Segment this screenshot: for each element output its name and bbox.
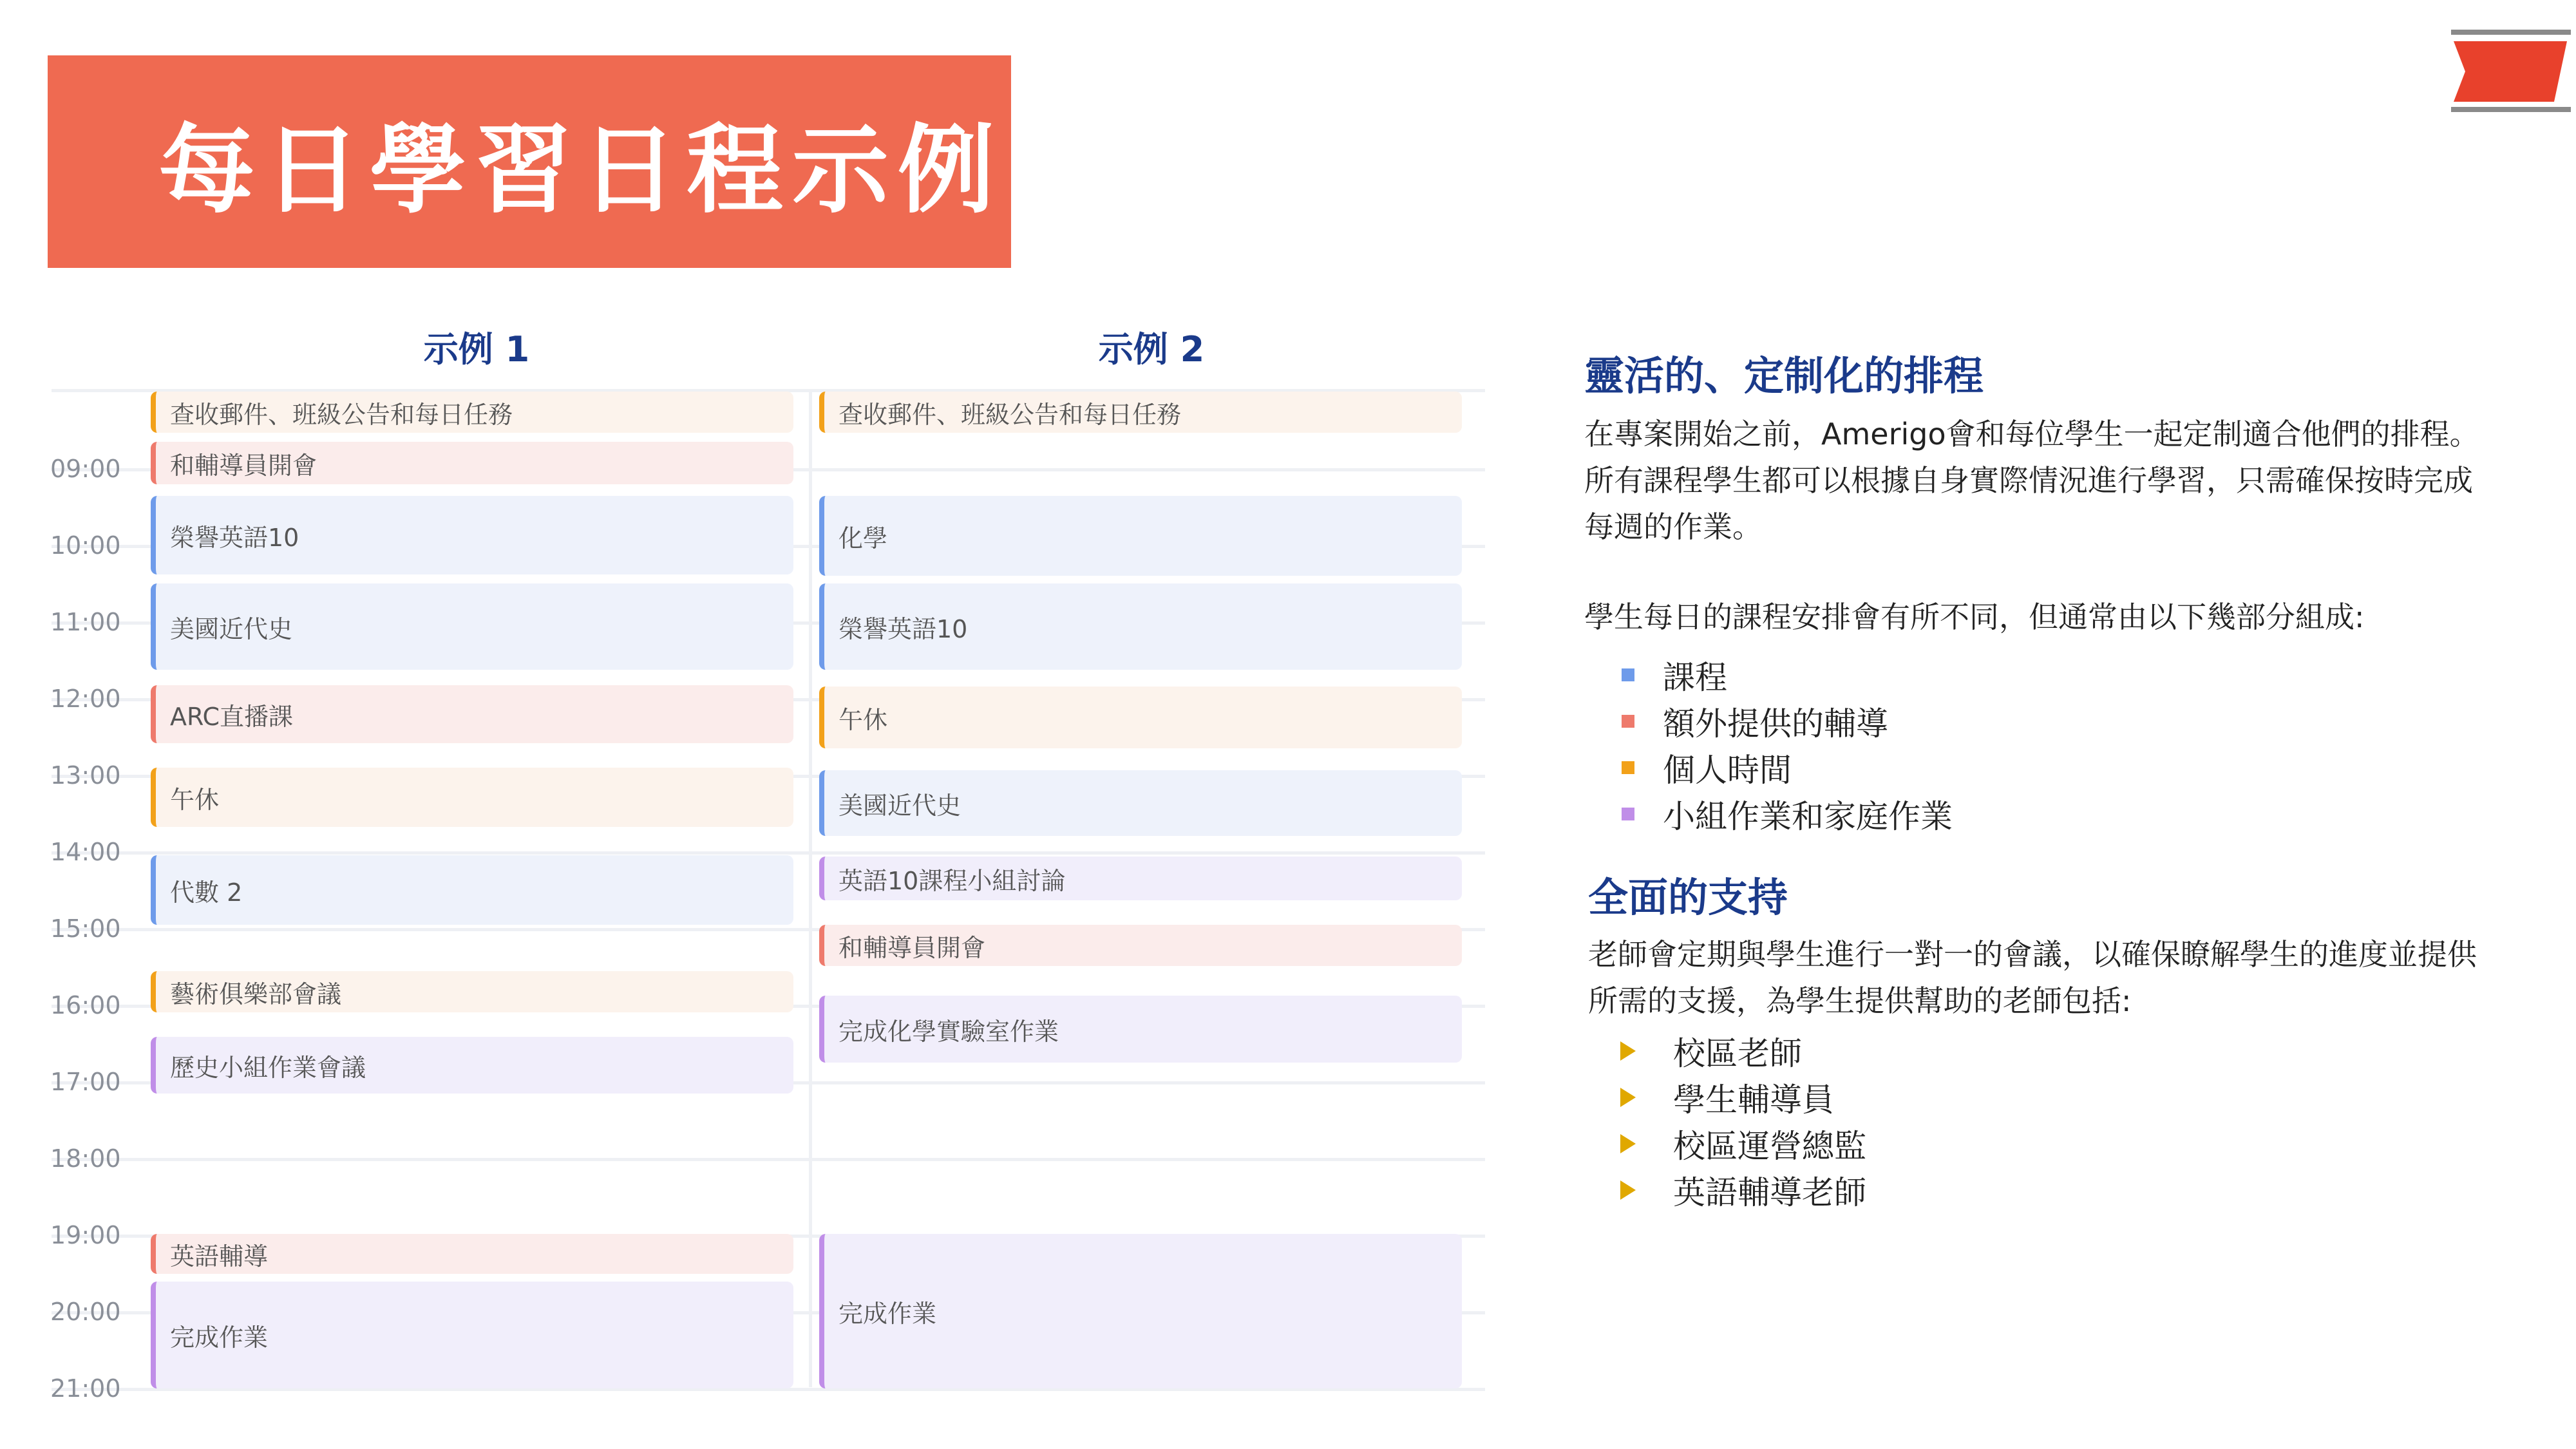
time-label: 09:00 (50, 455, 121, 483)
support-list-item (1620, 1121, 1866, 1167)
support-list-item (1620, 1074, 1834, 1121)
grid-line (52, 1158, 1485, 1161)
time-label: 17:00 (50, 1068, 121, 1096)
schedule-event[interactable]: 午休 (819, 687, 1462, 748)
time-label: 14:00 (50, 838, 121, 866)
section-heading-support: 全面的支持 (1588, 874, 1788, 921)
page-title: 每日學習日程示例 (158, 115, 1004, 227)
square-bullet-icon (1622, 715, 1634, 728)
schedule-event[interactable]: 榮譽英語10 (819, 583, 1462, 670)
schedule-event[interactable]: 美國近代史 (819, 770, 1462, 836)
legend-item-personal (1622, 744, 1792, 791)
time-label: 20:00 (50, 1298, 121, 1326)
schedule-event[interactable]: 查收郵件、班級公告和每日任務 (819, 392, 1462, 433)
time-label: 21:00 (50, 1374, 121, 1403)
legend-item-tutoring (1622, 698, 1888, 744)
support-item-label: 校區運營總監 (1673, 1128, 1866, 1165)
time-label: 11:00 (50, 608, 121, 636)
schedule-event[interactable]: 查收郵件、班級公告和每日任務 (151, 392, 793, 433)
legend-item-group (1622, 791, 1953, 837)
support-list-item (1620, 1167, 1866, 1213)
column-header-example-2: 示例 2 (1098, 329, 1205, 370)
time-label: 12:00 (50, 685, 121, 713)
schedule-event[interactable]: 完成作業 (151, 1282, 793, 1388)
schedule-event[interactable]: 美國近代史 (151, 583, 793, 670)
schedule-event[interactable]: 藝術俱樂部會議 (151, 971, 793, 1012)
support-item-label: 校區老師 (1673, 1035, 1802, 1072)
section-heading-flexible: 靈活的、定制化的排程 (1584, 352, 1984, 399)
schedule-event[interactable]: 和輔導員開會 (819, 925, 1462, 966)
triangle-bullet-icon (1620, 1088, 1636, 1107)
time-label: 18:00 (50, 1144, 121, 1173)
legend-item-course (1622, 652, 1727, 698)
section-paragraph-support: 老師會定期與學生進行一對一的會議，以確保瞭解學生的進度並提供所需的支援，為學生提供幫助的老師包括: (1588, 937, 2477, 1018)
schedule-event[interactable]: 榮譽英語10 (151, 496, 793, 574)
time-label: 19:00 (50, 1221, 121, 1249)
time-label: 15:00 (50, 914, 121, 943)
triangle-bullet-icon (1620, 1134, 1636, 1153)
section-paragraph-flexible: 在專案開始之前，Amerigo會和每位學生一起定制適合他們的排程。所有課程學生都可以根據自身實際情況進行學習，只需確保按時完成每週的作業。 (1584, 417, 2479, 544)
brand-logo (2451, 30, 2571, 113)
schedule-event[interactable]: 完成作業 (819, 1234, 1462, 1388)
time-label: 13:00 (50, 761, 121, 790)
square-bullet-icon (1622, 668, 1634, 681)
schedule-event[interactable]: 英語10課程小組討論 (819, 857, 1462, 900)
schedule-event[interactable]: 完成化學實驗室作業 (819, 996, 1462, 1063)
components-intro: 學生每日的課程安排會有所不同，但通常由以下幾部分組成: (1584, 600, 2365, 634)
triangle-bullet-icon (1620, 1180, 1636, 1200)
legend-label: 小組作業和家庭作業 (1663, 798, 1953, 835)
legend-label: 課程 (1663, 659, 1727, 696)
legend-label: 個人時間 (1663, 752, 1792, 789)
schedule-event[interactable]: 歷史小組作業會議 (151, 1037, 793, 1094)
square-bullet-icon (1622, 808, 1634, 820)
square-bullet-icon (1622, 761, 1634, 774)
triangle-bullet-icon (1620, 1041, 1636, 1061)
support-list-item (1620, 1028, 1802, 1074)
column-header-example-1: 示例 1 (423, 329, 530, 370)
title-banner (48, 55, 1011, 268)
time-label: 16:00 (50, 991, 121, 1019)
schedule-event[interactable]: 和輔導員開會 (151, 442, 793, 484)
support-item-label: 學生輔導員 (1673, 1081, 1834, 1119)
legend-label: 額外提供的輔導 (1663, 705, 1888, 743)
schedule-event[interactable]: 代數 2 (151, 855, 793, 925)
schedule-event[interactable]: 午休 (151, 768, 793, 827)
column-divider (809, 389, 812, 1387)
support-item-label: 英語輔導老師 (1673, 1174, 1866, 1211)
schedule-event[interactable]: ARC直播課 (151, 685, 793, 743)
grid-line (52, 851, 1485, 855)
time-label: 10:00 (50, 531, 121, 560)
schedule-event[interactable]: 化學 (819, 496, 1462, 576)
schedule-event[interactable]: 英語輔導 (151, 1234, 793, 1274)
